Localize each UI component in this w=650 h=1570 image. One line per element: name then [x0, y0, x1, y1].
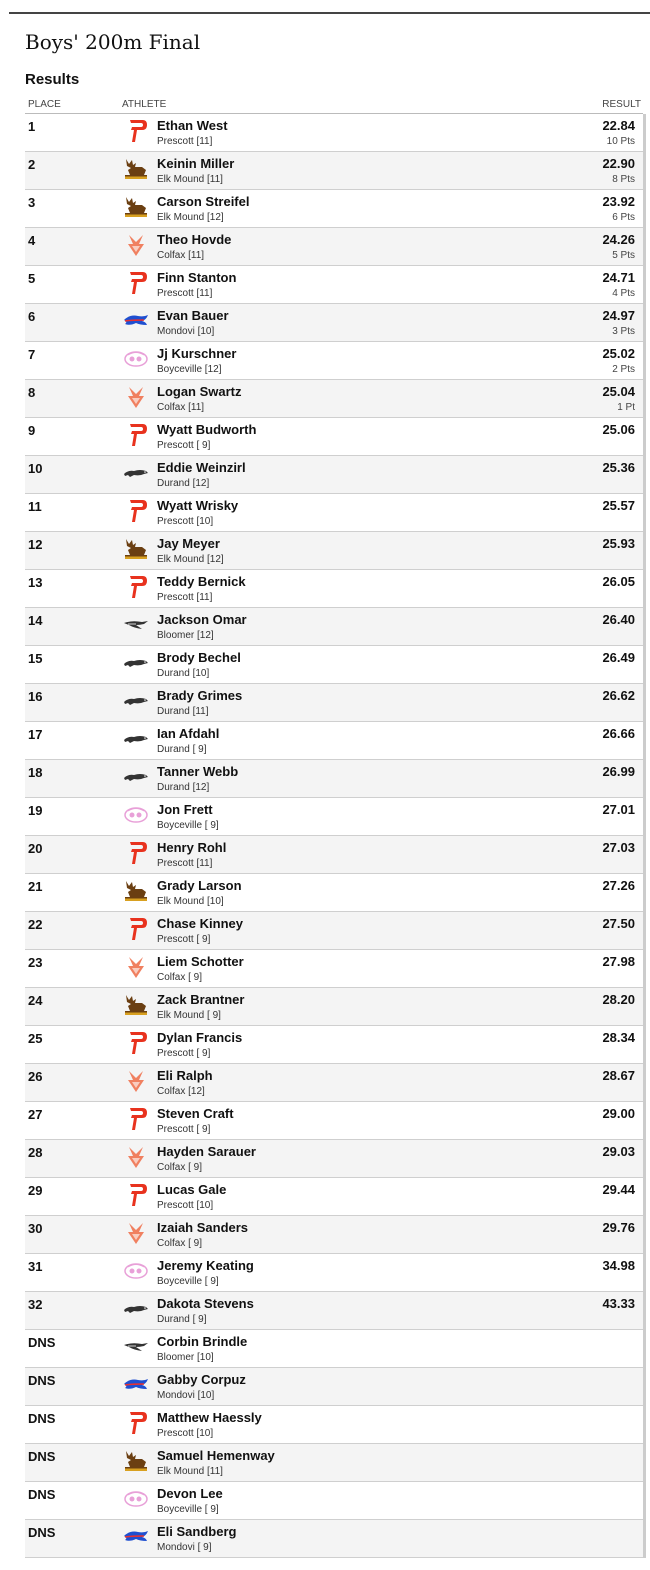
athlete-name-link[interactable]: Ethan West: [157, 118, 228, 133]
place-cell: 31: [28, 1259, 43, 1274]
table-row[interactable]: [25, 1444, 643, 1482]
team-grade: Prescott [ 9]: [157, 440, 211, 451]
boyceville-logo-icon: [122, 1258, 150, 1284]
athlete-name-link[interactable]: Dakota Stevens: [157, 1296, 254, 1311]
athlete-name-link[interactable]: Izaiah Sanders: [157, 1220, 249, 1235]
team-grade: Mondovi [ 9]: [157, 1542, 212, 1553]
boyceville-logo-icon: [122, 1486, 150, 1512]
team-grade: Mondovi [10]: [157, 1390, 215, 1401]
athlete-name-link[interactable]: Brady Grimes: [157, 688, 243, 703]
result-mark: 26.66: [602, 726, 635, 741]
place-cell: 7: [28, 347, 36, 362]
table-row[interactable]: [25, 1026, 643, 1064]
athlete-name-link[interactable]: Keinin Miller: [157, 156, 235, 171]
place-cell: 14: [28, 613, 43, 628]
team-grade: Durand [10]: [157, 668, 210, 679]
mondovi-logo-icon: [122, 1372, 150, 1398]
colfax-logo-icon: [122, 1068, 150, 1094]
team-grade: Boyceville [12]: [157, 364, 222, 375]
table-row[interactable]: [25, 1482, 643, 1520]
table-row[interactable]: [25, 760, 643, 798]
athlete-name-link[interactable]: Devon Lee: [157, 1486, 223, 1501]
colfax-logo-icon: [122, 954, 150, 980]
place-cell: 1: [28, 119, 36, 134]
prescott-logo-icon: [122, 1106, 150, 1132]
place-cell: 16: [28, 689, 43, 704]
prescott-logo-icon: [122, 498, 150, 524]
team-grade: Durand [ 9]: [157, 744, 207, 755]
athlete-name-link[interactable]: Steven Craft: [157, 1106, 234, 1121]
table-row[interactable]: [25, 1292, 643, 1330]
table-row[interactable]: [25, 1140, 643, 1178]
durand-logo-icon: [122, 764, 150, 790]
athlete-name-link[interactable]: Brody Bechel: [157, 650, 241, 665]
result-mark: 29.00: [602, 1106, 635, 1121]
team-grade: Colfax [ 9]: [157, 1162, 203, 1173]
place-cell: DNS: [28, 1373, 56, 1388]
athlete-name-link[interactable]: Grady Larson: [157, 878, 242, 893]
durand-logo-icon: [122, 1296, 150, 1322]
athlete-name-link[interactable]: Gabby Corpuz: [157, 1372, 246, 1387]
table-row[interactable]: [25, 190, 643, 228]
points-badge: 1 Pt: [617, 402, 635, 413]
team-grade: Mondovi [10]: [157, 326, 215, 337]
place-cell: 27: [28, 1107, 43, 1122]
team-grade: Prescott [10]: [157, 516, 214, 527]
points-badge: 5 Pts: [612, 250, 635, 261]
team-grade: Elk Mound [12]: [157, 212, 224, 223]
place-cell: 24: [28, 993, 43, 1008]
place-cell: 19: [28, 803, 43, 818]
team-grade: Elk Mound [12]: [157, 554, 224, 565]
place-cell: DNS: [28, 1487, 56, 1502]
place-cell: 2: [28, 157, 36, 172]
result-mark: 25.36: [602, 460, 635, 475]
athlete-name-link[interactable]: Chase Kinney: [157, 916, 243, 931]
athlete-name-link[interactable]: Wyatt Wrisky: [157, 498, 239, 513]
prescott-logo-icon: [122, 1030, 150, 1056]
table-row[interactable]: [25, 418, 643, 456]
table-row[interactable]: [25, 114, 643, 152]
team-grade: Prescott [11]: [157, 592, 213, 603]
table-row[interactable]: [25, 1254, 643, 1292]
table-row[interactable]: [25, 646, 643, 684]
elk-mound-logo-icon: [122, 1448, 150, 1474]
athlete-name-link[interactable]: Theo Hovde: [157, 232, 232, 247]
prescott-logo-icon: [122, 118, 150, 144]
athlete-name-link[interactable]: Zack Brantner: [157, 992, 245, 1007]
table-row[interactable]: [25, 380, 643, 418]
points-badge: 3 Pts: [612, 326, 635, 337]
table-row[interactable]: [25, 1216, 643, 1254]
prescott-logo-icon: [122, 840, 150, 866]
table-row[interactable]: [25, 684, 643, 722]
result-mark: 27.98: [602, 954, 635, 969]
results-table: [25, 114, 646, 1558]
team-grade: Colfax [11]: [157, 402, 205, 413]
top-divider: [9, 12, 650, 14]
team-grade: Colfax [12]: [157, 1086, 205, 1097]
durand-logo-icon: [122, 460, 150, 486]
place-cell: 4: [28, 233, 36, 248]
team-grade: Prescott [11]: [157, 858, 213, 869]
elk-mound-logo-icon: [122, 878, 150, 904]
result-mark: 26.62: [602, 688, 635, 703]
athlete-name-link[interactable]: Ian Afdahl: [157, 726, 220, 741]
durand-logo-icon: [122, 726, 150, 752]
athlete-name-link[interactable]: Eli Ralph: [157, 1068, 213, 1083]
result-mark: 29.03: [602, 1144, 635, 1159]
place-cell: 29: [28, 1183, 43, 1198]
athlete-name-link[interactable]: Jackson Omar: [157, 612, 247, 627]
team-grade: Colfax [ 9]: [157, 1238, 203, 1249]
place-cell: 32: [28, 1297, 43, 1312]
result-mark: 34.98: [602, 1258, 635, 1273]
table-row[interactable]: [25, 608, 643, 646]
place-cell: DNS: [28, 1335, 56, 1350]
team-grade: Bloomer [12]: [157, 630, 214, 641]
result-mark: 43.33: [602, 1296, 635, 1311]
elk-mound-logo-icon: [122, 156, 150, 182]
table-row[interactable]: [25, 532, 643, 570]
column-header-result[interactable]: RESULT: [602, 99, 641, 110]
result-mark: 29.44: [602, 1182, 635, 1197]
athlete-name-link[interactable]: Samuel Hemenway: [157, 1448, 275, 1463]
prescott-logo-icon: [122, 574, 150, 600]
place-cell: 26: [28, 1069, 43, 1084]
elk-mound-logo-icon: [122, 992, 150, 1018]
table-row[interactable]: [25, 1330, 643, 1368]
athlete-name-link[interactable]: Hayden Sarauer: [157, 1144, 256, 1159]
athlete-name-link[interactable]: Dylan Francis: [157, 1030, 243, 1045]
colfax-logo-icon: [122, 384, 150, 410]
table-row[interactable]: [25, 1520, 643, 1558]
boyceville-logo-icon: [122, 802, 150, 828]
result-mark: 25.02: [602, 346, 635, 361]
table-row[interactable]: [25, 1064, 643, 1102]
result-mark: 22.84: [602, 118, 635, 133]
column-header-athlete[interactable]: ATHLETE: [122, 99, 167, 110]
place-cell: DNS: [28, 1411, 56, 1426]
athlete-name-link[interactable]: Lucas Gale: [157, 1182, 227, 1197]
result-mark: 23.92: [602, 194, 635, 209]
table-row[interactable]: [25, 266, 643, 304]
team-grade: Colfax [11]: [157, 250, 205, 261]
athlete-name-link[interactable]: Jay Meyer: [157, 536, 220, 551]
durand-logo-icon: [122, 688, 150, 714]
result-mark: 27.50: [602, 916, 635, 931]
points-badge: 10 Pts: [606, 136, 635, 147]
table-row[interactable]: [25, 1406, 643, 1444]
table-row[interactable]: [25, 722, 643, 760]
place-cell: 8: [28, 385, 36, 400]
place-cell: 18: [28, 765, 43, 780]
place-cell: 3: [28, 195, 36, 210]
table-row[interactable]: [25, 570, 643, 608]
result-mark: 25.93: [602, 536, 635, 551]
result-mark: 26.05: [602, 574, 635, 589]
athlete-name-link[interactable]: Carson Streifel: [157, 194, 250, 209]
bloomer-logo-icon: [122, 612, 150, 638]
result-mark: 24.26: [602, 232, 635, 247]
team-grade: Prescott [ 9]: [157, 1124, 211, 1135]
place-cell: 20: [28, 841, 43, 856]
result-mark: 24.97: [602, 308, 635, 323]
place-cell: 12: [28, 537, 43, 552]
boyceville-logo-icon: [122, 346, 150, 372]
mondovi-logo-icon: [122, 308, 150, 334]
table-row[interactable]: [25, 304, 643, 342]
team-grade: Durand [12]: [157, 782, 210, 793]
table-row[interactable]: [25, 988, 643, 1026]
table-row[interactable]: [25, 950, 643, 988]
place-cell: 9: [28, 423, 36, 438]
colfax-logo-icon: [122, 232, 150, 258]
result-mark: 28.20: [602, 992, 635, 1007]
table-row[interactable]: [25, 228, 643, 266]
team-grade: Boyceville [ 9]: [157, 1276, 219, 1287]
athlete-name-link[interactable]: Jeremy Keating: [157, 1258, 254, 1273]
result-mark: 27.01: [602, 802, 635, 817]
team-grade: Durand [12]: [157, 478, 210, 489]
result-mark: 26.49: [602, 650, 635, 665]
page-title: Boys' 200m Final: [25, 30, 201, 54]
table-row[interactable]: [25, 152, 643, 190]
team-grade: Prescott [10]: [157, 1200, 214, 1211]
athlete-name-link[interactable]: Logan Swartz: [157, 384, 242, 399]
result-mark: 27.26: [602, 878, 635, 893]
result-mark: 25.57: [602, 498, 635, 513]
table-row[interactable]: [25, 874, 643, 912]
place-cell: 25: [28, 1031, 43, 1046]
elk-mound-logo-icon: [122, 536, 150, 562]
place-cell: 17: [28, 727, 43, 742]
section-title: Results: [25, 71, 80, 88]
result-mark: 28.34: [602, 1030, 635, 1045]
team-grade: Durand [11]: [157, 706, 209, 717]
durand-logo-icon: [122, 650, 150, 676]
colfax-logo-icon: [122, 1144, 150, 1170]
result-mark: 25.06: [602, 422, 635, 437]
prescott-logo-icon: [122, 1410, 150, 1436]
table-row[interactable]: [25, 1102, 643, 1140]
team-grade: Prescott [ 9]: [157, 1048, 211, 1059]
team-grade: Elk Mound [11]: [157, 174, 223, 185]
athlete-name-link[interactable]: Tanner Webb: [157, 764, 239, 779]
athlete-name-link[interactable]: Wyatt Budworth: [157, 422, 257, 437]
athlete-name-link[interactable]: Jj Kurschner: [157, 346, 237, 361]
place-cell: DNS: [28, 1525, 56, 1540]
table-row[interactable]: [25, 798, 643, 836]
points-badge: 2 Pts: [612, 364, 635, 375]
points-badge: 6 Pts: [612, 212, 635, 223]
athlete-name-link[interactable]: Liem Schotter: [157, 954, 244, 969]
table-row[interactable]: [25, 494, 643, 532]
team-grade: Bloomer [10]: [157, 1352, 214, 1363]
team-grade: Elk Mound [10]: [157, 896, 224, 907]
athlete-name-link[interactable]: Evan Bauer: [157, 308, 229, 323]
athlete-name-link[interactable]: Finn Stanton: [157, 270, 237, 285]
result-mark: 28.67: [602, 1068, 635, 1083]
team-grade: Elk Mound [ 9]: [157, 1010, 221, 1021]
team-grade: Durand [ 9]: [157, 1314, 207, 1325]
result-mark: 26.40: [602, 612, 635, 627]
prescott-logo-icon: [122, 270, 150, 296]
table-row[interactable]: [25, 456, 643, 494]
result-mark: 22.90: [602, 156, 635, 171]
athlete-name-link[interactable]: Matthew Haessly: [157, 1410, 262, 1425]
team-grade: Prescott [10]: [157, 1428, 214, 1439]
elk-mound-logo-icon: [122, 194, 150, 220]
table-row[interactable]: [25, 342, 643, 380]
prescott-logo-icon: [122, 422, 150, 448]
bloomer-logo-icon: [122, 1334, 150, 1360]
place-cell: 10: [28, 461, 43, 476]
points-badge: 4 Pts: [612, 288, 635, 299]
prescott-logo-icon: [122, 1182, 150, 1208]
colfax-logo-icon: [122, 1220, 150, 1246]
place-cell: 5: [28, 271, 36, 286]
athlete-name-link[interactable]: Teddy Bernick: [157, 574, 246, 589]
team-grade: Elk Mound [11]: [157, 1466, 223, 1477]
place-cell: 21: [28, 879, 43, 894]
table-row[interactable]: [25, 1178, 643, 1216]
results-table-header: [25, 97, 643, 114]
result-mark: 27.03: [602, 840, 635, 855]
place-cell: DNS: [28, 1449, 56, 1464]
place-cell: 30: [28, 1221, 43, 1236]
team-grade: Prescott [11]: [157, 288, 213, 299]
place-cell: 13: [28, 575, 43, 590]
prescott-logo-icon: [122, 916, 150, 942]
place-cell: 15: [28, 651, 43, 666]
team-grade: Boyceville [ 9]: [157, 1504, 219, 1515]
team-grade: Prescott [11]: [157, 136, 213, 147]
table-row[interactable]: [25, 912, 643, 950]
team-grade: Prescott [ 9]: [157, 934, 211, 945]
place-cell: 23: [28, 955, 43, 970]
place-cell: 6: [28, 309, 36, 324]
result-mark: 25.04: [602, 384, 635, 399]
table-row[interactable]: [25, 1368, 643, 1406]
athlete-name-link[interactable]: Eli Sandberg: [157, 1524, 237, 1539]
place-cell: 28: [28, 1145, 43, 1160]
team-grade: Colfax [ 9]: [157, 972, 203, 983]
column-header-place[interactable]: PLACE: [28, 99, 61, 110]
team-grade: Boyceville [ 9]: [157, 820, 219, 831]
table-row[interactable]: [25, 836, 643, 874]
points-badge: 8 Pts: [612, 174, 635, 185]
athlete-name-link[interactable]: Corbin Brindle: [157, 1334, 248, 1349]
place-cell: 11: [28, 499, 42, 514]
result-mark: 24.71: [602, 270, 635, 285]
athlete-name-link[interactable]: Eddie Weinzirl: [157, 460, 246, 475]
result-mark: 29.76: [602, 1220, 635, 1235]
result-mark: 26.99: [602, 764, 635, 779]
athlete-name-link[interactable]: Jon Frett: [157, 802, 213, 817]
athlete-name-link[interactable]: Henry Rohl: [157, 840, 227, 855]
place-cell: 22: [28, 917, 43, 932]
mondovi-logo-icon: [122, 1524, 150, 1550]
